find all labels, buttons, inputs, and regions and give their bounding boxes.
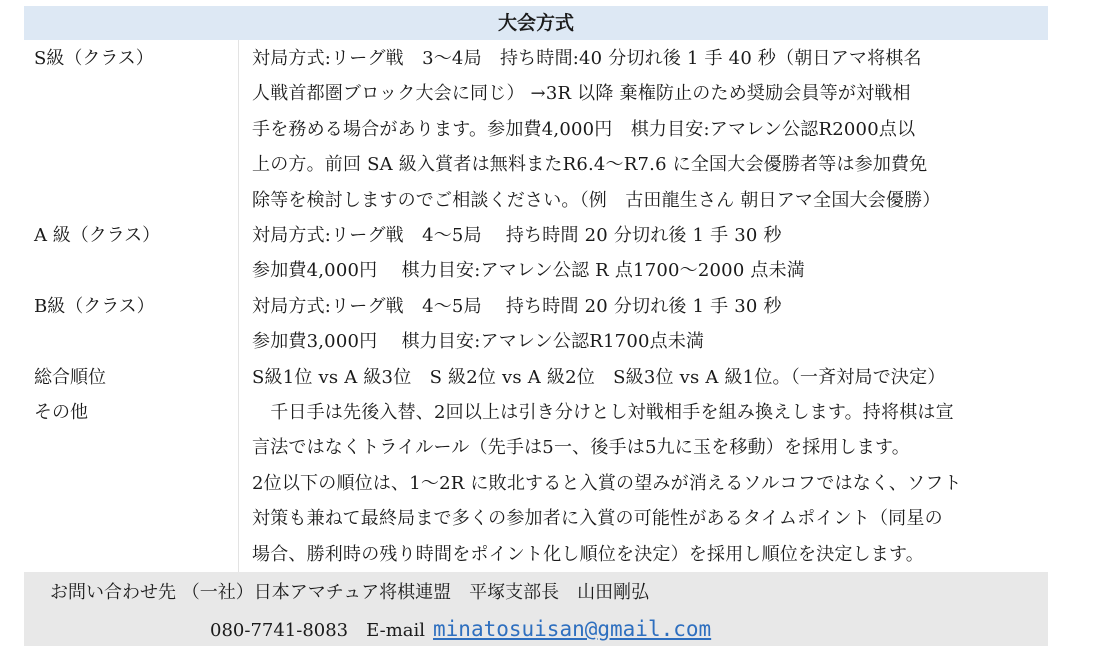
column-divider xyxy=(238,40,239,572)
row-label: 総合順位 xyxy=(34,367,106,388)
text-line: 場合、勝利時の残り時間をポイント化し順位を決定）を採用し順位を決定します。 xyxy=(252,543,924,565)
email-link[interactable]: minatosuisan@gmail.com xyxy=(433,617,712,641)
phone-email-line xyxy=(210,616,711,642)
contact-footer xyxy=(24,572,1048,646)
text-line: 2位以下の順位は、1～2R に敗北すると入賞の望みが消えるソルコフではなく、ソフト xyxy=(252,472,962,494)
text-line: 対局方式:リーグ戦 3～4局 持ち時間:40 分切れ後 1 手 40 秒（朝日アマ将棋名 xyxy=(252,48,922,69)
text-line: 参加費3,000円 棋力目安:アマレン公認R1700点未満 xyxy=(252,331,705,353)
row-label: その他 xyxy=(34,402,88,423)
text-line: 言法ではなくトライルール（先手は5一、後手は5九に玉を移動）を採用します。 xyxy=(252,437,910,459)
text-line: 対局方式:リーグ戦 4～5局 持ち時間 20 分切れ後 1 手 30 秒 xyxy=(252,225,782,246)
text-line: 対局方式:リーグ戦 4～5局 持ち時間 20 分切れ後 1 手 30 秒 xyxy=(252,296,782,317)
row-text xyxy=(252,41,1040,218)
row-label: B級（クラス） xyxy=(34,296,155,317)
row-label: A 級（クラス） xyxy=(34,225,161,246)
text-line: 千日手は先後入替、2回以上は引き分けとし対戦相手を組み換えします。持将棋は宣 xyxy=(252,402,954,423)
text-line: 人戦首都圏ブロック大会に同じ） →3R 以降 棄権防止のため奨励会員等が対戦相 xyxy=(252,83,911,105)
text-line: 手を務める場合があります。参加費4,000円 棋力目安:アマレン公認R2000点以 xyxy=(252,118,916,140)
section-title: 大会方式 xyxy=(24,6,1048,40)
text-line: S級1位 vs A 級3位 S 級2位 vs A 級2位 S級3位 vs A 級1位。（一斉対局で決定） xyxy=(252,367,946,388)
phone-number: 080-7741-8083 E-mail xyxy=(210,620,426,641)
text-line: 上の方。前回 SA 級入賞者は無料またR6.4～R7.6 に全国大会優勝者等は参加費免 xyxy=(252,154,928,176)
text-line: 除等を検討しますのでご相談ください。（例 古田龍生さん 朝日アマ全国大会優勝） xyxy=(252,189,941,211)
contact-info: お問い合わせ先 （一社）日本アマチュア将棋連盟 平塚支部長 山田剛弘 xyxy=(50,582,650,603)
row-label: S級（クラス） xyxy=(34,48,154,69)
row-text xyxy=(252,218,1040,289)
row-text xyxy=(252,395,1040,572)
row-text xyxy=(252,289,1040,360)
text-line: 参加費4,000円 棋力目安:アマレン公認 R 点1700～2000 点未満 xyxy=(252,260,805,282)
row-text xyxy=(252,360,1040,395)
text-line: 対策も兼ねて最終局まで多くの参加者に入賞の可能性があるタイムポイント（同星の xyxy=(252,508,943,530)
